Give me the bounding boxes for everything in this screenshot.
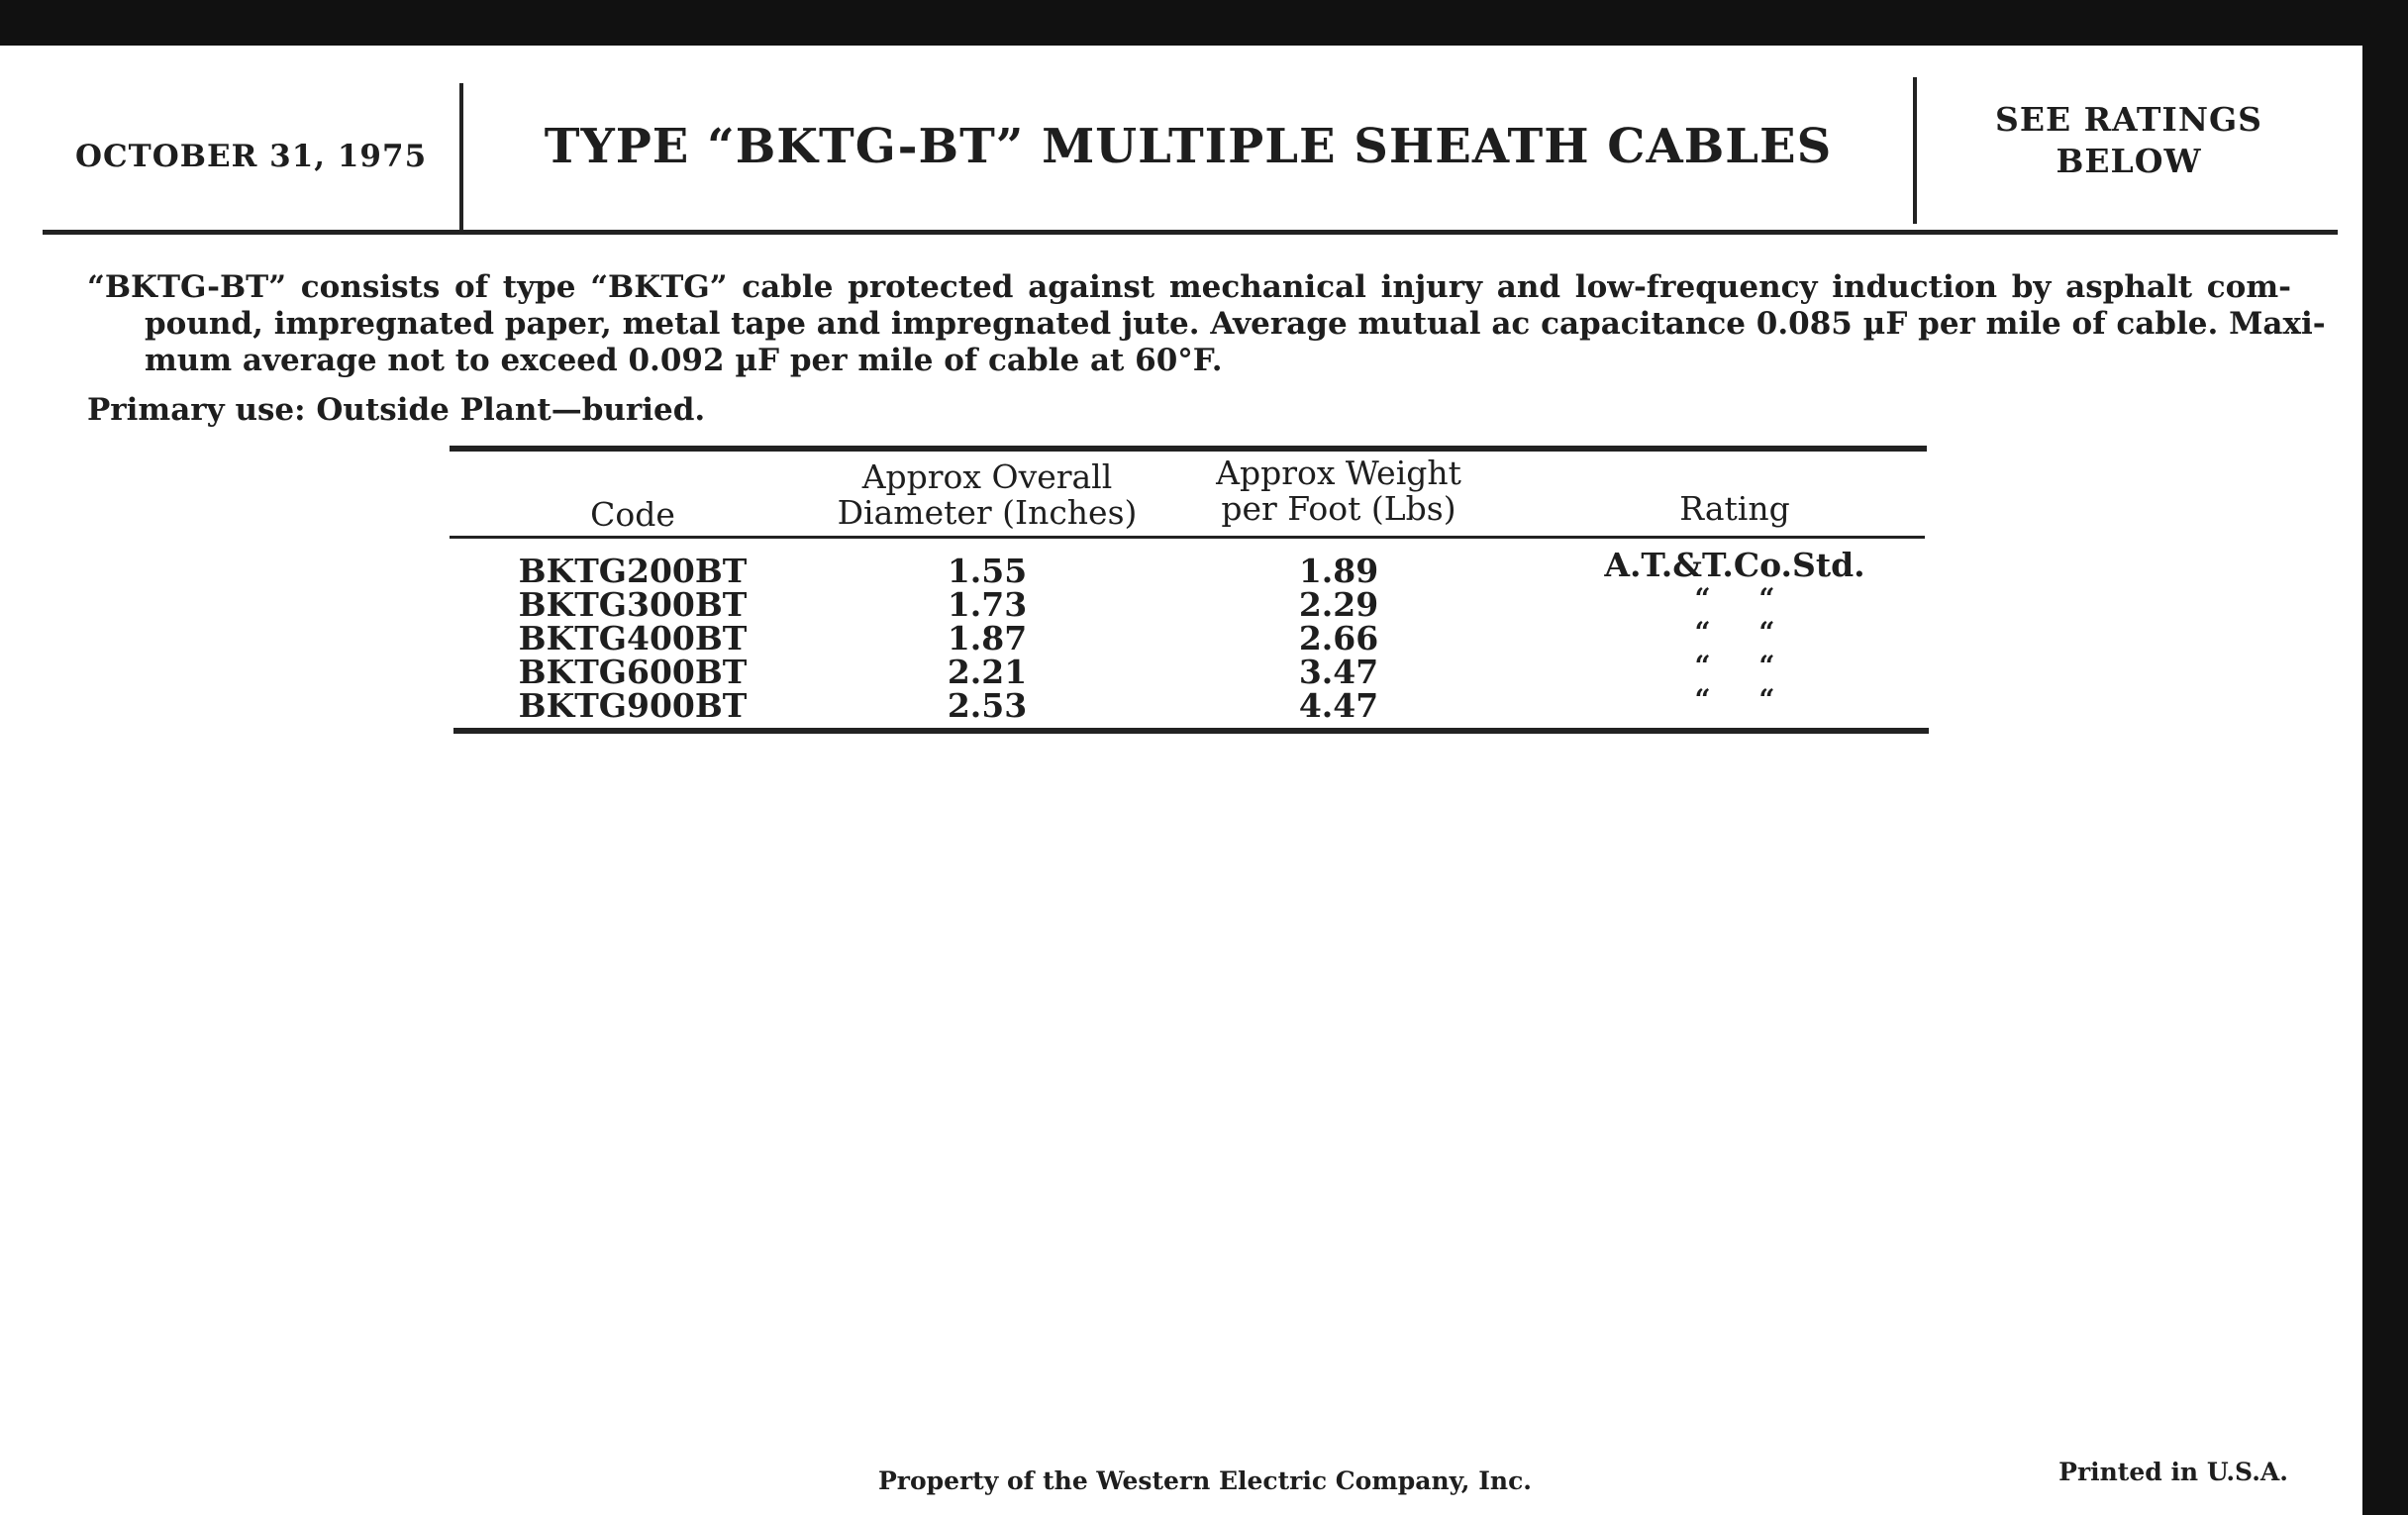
ratings-note-line: BELOW [2056,142,2202,180]
cell-weight: 2.29 [1298,585,1379,624]
table-top-rule [450,446,1927,452]
cell-rating: “ “ [1694,582,1775,615]
description-line: pound, impregnated paper, metal tape and impregnated jute. Average mutual ac capacitance 0.085 µF per mile of cable. Maxi- [145,306,2326,342]
description-paragraph [87,269,2326,379]
footer-property: Property of the Western Electric Company, Inc. [877,1466,1532,1495]
column-header-rating: Rating [1679,489,1790,528]
table-header-rule [450,536,1925,539]
header-rule [43,230,2338,235]
cell-weight: 3.47 [1298,653,1379,691]
scan-border-top [0,0,2408,46]
cell-diameter: 1.73 [947,585,1028,624]
document-title: TYPE “BKTG-BT” MULTIPLE SHEATH CABLES [544,119,1833,174]
header-line: Approx Weight [1216,454,1461,492]
ratings-note-line: SEE RATINGS [1994,100,2263,139]
column-header-diameter [789,459,1185,531]
primary-use: Primary use: Outside Plant—buried. [87,392,706,428]
cell-code: BKTG400BT [518,619,748,657]
document-date: OCTOBER 31, 1975 [75,139,428,174]
cell-code: BKTG300BT [518,585,748,624]
cell-code: BKTG200BT [518,552,748,590]
column-header-weight [1141,455,1537,527]
cell-rating: “ “ [1694,650,1775,682]
cell-weight: 1.89 [1298,552,1379,590]
cell-code: BKTG600BT [518,653,748,691]
ratings-note [1921,99,2337,182]
description-line: mum average not to exceed 0.092 µF per mile of cable at 60°F. [145,343,1223,378]
cell-rating: “ “ [1694,683,1775,716]
cell-diameter: 1.55 [947,552,1028,590]
footer-printed: Printed in U.S.A. [2058,1458,2288,1486]
cell-rating: A.T.&T.Co.Std. [1604,546,1865,584]
cell-weight: 2.66 [1298,619,1379,657]
cell-rating: “ “ [1694,616,1775,649]
column-header-code: Code [590,495,675,534]
cell-code: BKTG900BT [518,686,748,725]
description-line: “BKTG-BT” consists of type “BKTG” cable protected against mechanical injury and low-frequency induction by asphalt com- [87,269,2291,305]
header-line: per Foot (Lbs) [1221,489,1456,528]
header-line: Approx Overall [861,457,1113,496]
cell-weight: 4.47 [1298,686,1379,725]
scan-border-right [2362,0,2408,1515]
header-divider [459,83,463,230]
header-line: Diameter (Inches) [837,493,1138,532]
cell-diameter: 2.21 [947,653,1028,691]
header-divider [1913,77,1917,224]
cell-diameter: 2.53 [947,686,1028,725]
table-bottom-rule [453,728,1929,734]
cell-diameter: 1.87 [947,619,1028,657]
